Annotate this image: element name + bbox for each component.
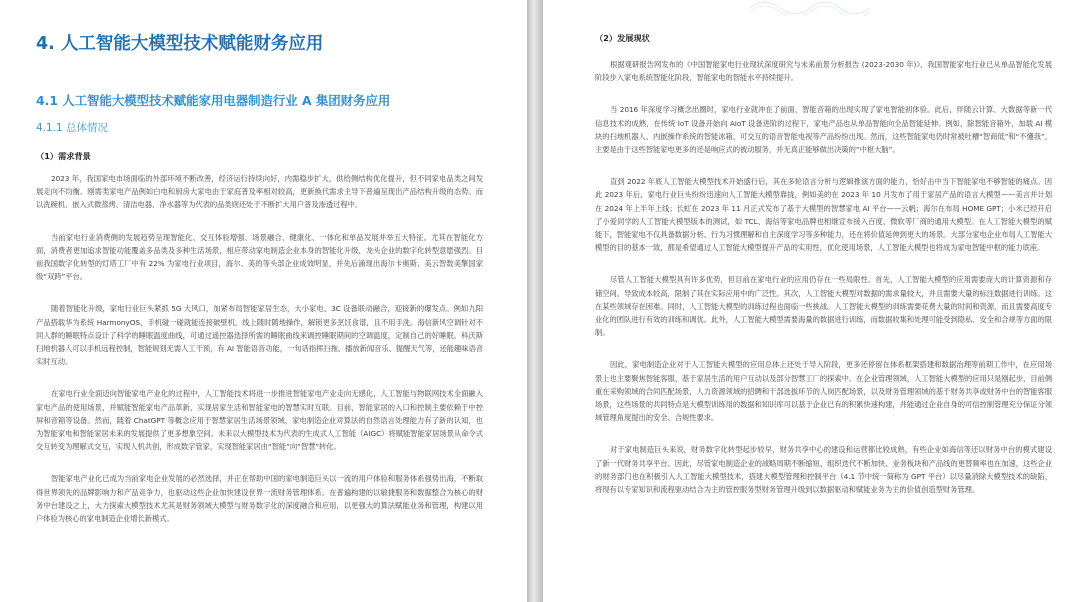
paragraph: 根据观研报告网发布的《中国智能家电行业现状深度研究与未来前景分析报告 (2023-2030 年)》，我国智能家电行业已从单品智能化发展阶段步入家电系统智能化阶段，智能家电的智能水平持续提升。 [595,60,1052,83]
paragraph: 在家电行业全面迈向智能家电产业化的过程中，人工智能技术将进一步推进智能家电产业走向无感化，人工智能与物联网技术全面融入家电产品的使用场景，并赋能智能家电产品革新，实现居家生活和智能家电的智慧实时互联。目前，智能家居的入口和控制主要依赖于中控屏和音箱等设备。然而，随着 ChatGPT 等概念应用于智慧家居生活场景领域，家电制造企业对算法的自然语言处理能力有了新的认知，也为智能家电和智能家居未来的发展提供了更多想象空间。未来以大模型技术为代表的生成式人工智能（AIGC）将赋能智能家居场景从命令式交互转变为理解式交互，实现人机共创，形成数字管家，实现智能家居由“智能”向“智慧”转化。 [36,389,483,452]
paragraph: 当 2016 年深度学习概念出圈时，家电行业就冲在了前面，智能音箱的出现实现了家电智能初体验。此后，伴随云计算、大数据等新一代信息技术的成熟，在传统 IoT 设备开始向 AIoT 设备进阶的过程下，家电产品也从单品智能向全品智能延伸。例如，除智能音箱外，加载 AI 模块的扫地机器人、内嵌操作系统的智能冰箱、可交互的语音智能电视等产品纷纷出现。然而，这些智能家电仍时常被吐槽“智商低”和“不懂我”，主要是由于这些智能家电更多的还是响应式的被动服务，并无真正能够做出决策的“中枢大脑”。 [595,105,1052,155]
demand-background-heading: （1）需求背景 [36,151,91,161]
right-page [543,0,1080,602]
development-status-heading: （2）发展现状 [595,33,650,43]
page-gutter [527,0,543,602]
paragraph: 当前家电行业消费侧的发展趋势呈现智能化、交互体验增强、场景融合、健康化、一体化和单品发展并举五大特征。尤其在智能化方面，消费者更加追求智能功能覆盖多品类及多种生活场景，相应带动家电制造企业本身的智能化升级，龙头企业的数字化转型意愿强烈。目前我国数字化转型的灯塔工厂中有 22% 为家电行业项目，海尔、美的等头部企业成效明显，并先后涌现出海尔卡奥斯、美云智数美擎国家级“双跨”平台。 [36,232,483,282]
section-title: 4.1 人工智能大模型技术赋能家用电器制造行业 A 集团财务应用 [36,93,391,108]
paragraph: 对于家电制造巨头来说，财务数字化转型起步较早，财务共享中心的建设和运营都比较成熟，有些企业如海信等还以财务中台的模式建设了新一代财务共享平台。因此，尽管家电制造企业的战略周期不断缩短、组织迭代不断加快、业务板块和产品线的更替频率也在加速，这些企业的财务部门也在积极引入人工智能大模型技术，搭建大模型管理和控制平台（4.1 节中统一简称为 GPT 平台）以尽量消除大模型技术的缺陷，将现有以专家知识和流程驱动结合为主的管控服务型财务管理升级到以数据驱动和赋能业务为主的价值创造型财务管理。 [595,445,1052,495]
paragraph: 2023 年，我国家电市场面临的外部环境不断改善，经济运行持续向好，内需稳步扩大，供给侧结构优化提升，但不同家电品类之间发展走向不均衡。刚需类家电产品例如白电和厨房大家电由于家庭普及率相对较高，更新换代需求主导下普遍呈现出产品结构升级的态势。而以洗碗机、嵌入式微蒸烤、清洁电器、净水器等为代表的品类则还处于不断扩大用户普及渗透过程中。 [36,174,483,210]
paragraph: 智能家电产业化已成为当前家电企业发展的必然选择，并正在帮助中国的家电制造巨头以一流的用户体验和服务体系强势出海，不断取得世界领先的品牌影响力和产品竞争力，也驱动这些企业加快建设世界一流财务管理体系。在普遍构建的以敏捷服务和数据整合为核心的财务中台建设之上，大力探索大模型技术尤其是财务领域大模型与财务数字化的深度融合和应用，以更强大的算法赋能业务和管理，构建以用户体验为核心的家电制造企业增长新模式。 [36,474,483,524]
paragraph: 因此，家电制造企业对于人工智能大模型的应用总体上还处于导入阶段，更多还停留在体系框架搭建和数据治理等前期工作中，在应用场景上也主要聚焦智能客服、基于家居生活的用户互动以及部分智慧工厂的探索中。在企业管理领域，人工智能大模型的应用只是刚起步，目前侧重在采购领域的合同匹配场景，人力资源领域的招聘和干部选拔环节的人岗匹配场景，以及财务管理领域的基于财务共享或财务中台的智能客服场景，这些场景的共同特点是大模型训练用的数据和知识库可以基于企业已有的积累快速构建，并能通过企业自身的可信控制管理充分保证分领域管理角度提出的安全、合规性要求。 [595,360,1052,423]
left-page [0,0,527,602]
chapter-title: 4. 人工智能大模型技术赋能财务应用 [36,34,324,54]
paragraph: 直到 2022 年底人工智能大模型技术开始盛行后，其在多轮语言分析与逻辑推演方面的能力，恰好击中当下智能家电不够智能的痛点。因此 2023 年后，家电行业巨头纷纷迅速向人工智能大模型靠拢，例如美的在 2023 年 10 月发布了用于家居产品的语言大模型——美言并计划在 2024 年上半年上线；长虹在 2023 年 11 月正式发布了基于大模型的智慧家电 AI 平台——云帆；海尔在布局 HOME GPT；小米已经开启了小爱同学的人工智能大模型版本的测试，如 TCL、海信等家电品牌也相继宣布接入百度、微软等厂商的通用大模型。在人工智能大模型的赋能下，智能家电不仅具备数据分析、行为习惯理解和自主深度学习等多种能力，还在将价值延伸到更大的场景。大部分家电企业布局人工智能大模型的目的基本一致，都是希望通过人工智能大模型提升产品的实用性，优化使用场景，人工智能大模型也将成为家电智能中枢的能力底座。 [595,177,1052,253]
paragraph: 尽管人工智能大模型具有许多优势，但目前在家电行业的应用仍存在一些局限性。首先，人工智能大模型的应用需要庞大的计算资源和存储空间，导致成本较高，限制了其在实际应用中的广泛性。其次，人工智能大模型对数据的需求量较大，并且需要大量的标注数据进行训练。这在某些领域存在困难。同时，人工智能大模型的训练过程也面临一些挑战。人工智能大模型的训练需要花费大量的时间和资源，而且需要高度专业化的团队进行有效的训练和调优。此外，人工智能大模型需要海量的数据进行训练，而数据收集和处理可能受到隐私、安全和合规等方面的限制。 [595,275,1052,338]
header-decoration-icon [750,0,870,16]
subsection-title: 4.1.1 总体情况 [36,122,109,134]
paragraph: 随着智能化升级，家电行业巨头紧抓 5G 大风口，加紧布局智能家居生态，大小家电、3C 设备联动融合，迎接新的爆发点。例如九阳产品搭载华为系统 HarmonyOS，手机碰一碰就能连接破壁机，线上随时随地操作，解锁更多烹饪食谱，且不用手洗。海信新风空调针对不同人群的睡眠特点设计了科学的睡眠温度曲线，可通过遥控器选择所需的睡眠曲线来调控睡眠期间的空调温度，定制自己的好睡眠。科沃斯扫地机器人可以手机远程控制，智能规划无需人工干预，有 AI 智能语音功能，一句话指挥扫拖、播放新闻音乐、提醒天气等，还能趣味语音实时互动。 [36,304,483,367]
